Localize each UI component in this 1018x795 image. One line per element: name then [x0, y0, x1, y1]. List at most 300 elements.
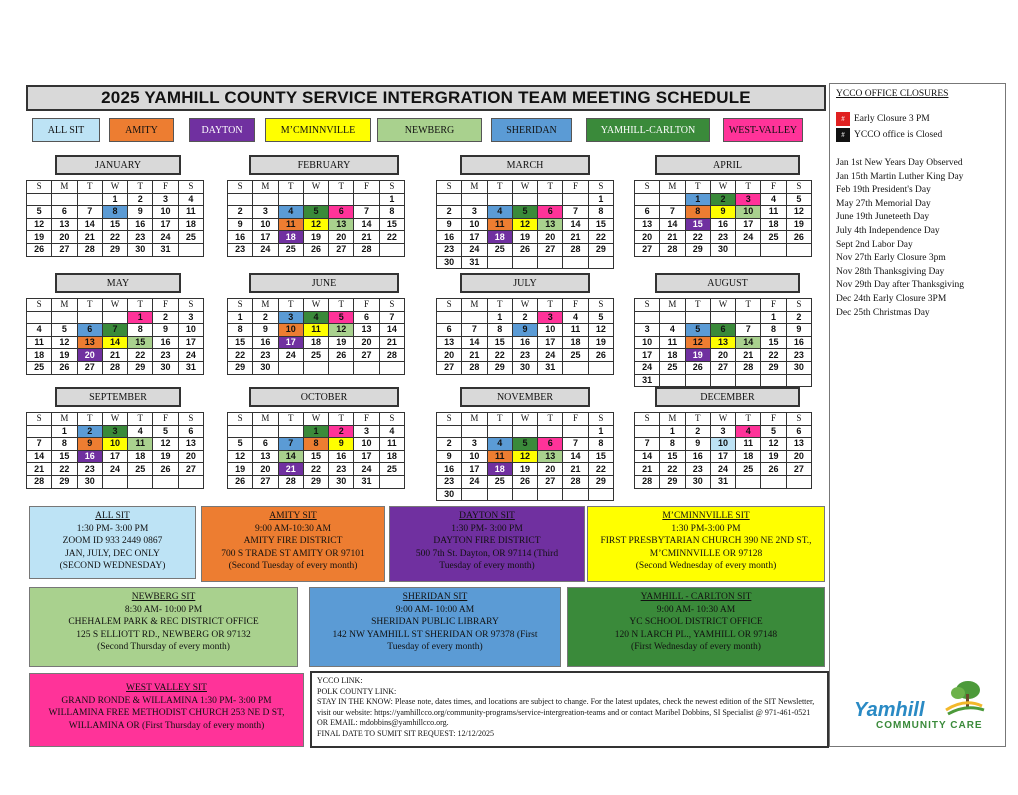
info-box-newberg: [29, 587, 298, 667]
month-name: FEBRUARY: [249, 155, 399, 175]
weekday-header: S: [27, 181, 52, 194]
closure-item: Dec 24th Early Closure 3PM: [836, 293, 947, 304]
day-cell: 9: [710, 206, 735, 219]
info-line: YC SCHOOL DISTRICT OFFICE: [629, 617, 763, 627]
day-cell: 10: [278, 324, 303, 337]
day-cell: 1: [102, 193, 127, 206]
black-swatch: #: [836, 128, 850, 142]
day-cell: 30: [786, 361, 811, 374]
day-cell: 15: [228, 336, 253, 349]
day-cell: 3: [153, 193, 178, 206]
day-cell: 28: [278, 475, 303, 488]
day-cell: 29: [303, 475, 328, 488]
day-cell: 14: [278, 450, 303, 463]
closures-panel: [829, 83, 1006, 747]
day-cell: 20: [635, 231, 660, 244]
day-cell: 9: [228, 218, 253, 231]
day-cell: 1: [128, 311, 153, 324]
day-cell: [563, 256, 588, 269]
info-line: 1:30 PM- 3:00 PM: [451, 523, 523, 534]
info-line: (Second Wednesday of every month): [635, 561, 777, 571]
weekday-header: T: [736, 181, 761, 194]
day-cell: 20: [354, 336, 379, 349]
day-cell: 20: [538, 231, 563, 244]
day-cell: 4: [303, 311, 328, 324]
day-cell: 22: [228, 349, 253, 362]
day-cell: 18: [379, 450, 404, 463]
info-heading: WEST VALLEY SIT: [126, 683, 207, 693]
info-box-mcminnville: [587, 506, 825, 582]
day-cell: 11: [278, 218, 303, 231]
legend-chip-amity: AMITY: [109, 118, 174, 142]
day-cell: 23: [512, 349, 537, 362]
day-cell: 25: [660, 361, 685, 374]
info-line: (Second Thursday of every month): [97, 642, 230, 652]
day-cell: [329, 361, 354, 374]
day-cell: 6: [329, 206, 354, 219]
month-march: [436, 155, 614, 270]
day-cell: 13: [710, 336, 735, 349]
info-box-amity: [201, 506, 385, 582]
info-line: (Second Tuesday of every month): [228, 561, 358, 571]
month-august: [634, 273, 812, 388]
day-cell: 12: [761, 438, 786, 451]
notice-box: [310, 671, 829, 748]
day-cell: [379, 361, 404, 374]
day-cell: 12: [329, 324, 354, 337]
day-cell: [27, 193, 52, 206]
logo-text: Yamhill: [854, 699, 925, 721]
weekday-header: M: [660, 413, 685, 426]
day-cell: 8: [228, 324, 253, 337]
day-cell: [660, 193, 685, 206]
info-line: (First Wednesday of every month): [631, 642, 761, 652]
day-cell: 6: [538, 438, 563, 451]
day-cell: 4: [27, 324, 52, 337]
day-cell: 18: [487, 463, 512, 476]
weekday-header: W: [710, 181, 735, 194]
closure-item: Jan 1st New Years Day Observed: [836, 158, 963, 168]
day-cell: 5: [588, 311, 613, 324]
day-cell: 19: [512, 231, 537, 244]
month-table: [227, 180, 405, 257]
day-cell: 7: [635, 438, 660, 451]
day-cell: 21: [462, 349, 487, 362]
day-cell: 7: [27, 438, 52, 451]
day-cell: [563, 193, 588, 206]
day-cell: 7: [354, 206, 379, 219]
day-cell: 27: [329, 243, 354, 256]
day-cell: 22: [303, 463, 328, 476]
day-cell: 28: [660, 243, 685, 256]
day-cell: 20: [786, 450, 811, 463]
month-table: [227, 412, 405, 489]
day-cell: 23: [228, 243, 253, 256]
day-cell: 28: [27, 475, 52, 488]
weekday-header: T: [685, 413, 710, 426]
info-heading: DAYTON SIT: [459, 511, 515, 521]
day-cell: 24: [538, 349, 563, 362]
weekday-header: S: [635, 413, 660, 426]
day-cell: 10: [462, 450, 487, 463]
info-heading: NEWBERG SIT: [131, 592, 196, 602]
day-cell: [786, 475, 811, 488]
day-cell: 12: [228, 450, 253, 463]
closure-item: May 27th Memorial Day: [836, 198, 931, 209]
day-cell: [588, 488, 613, 501]
day-cell: 30: [253, 361, 278, 374]
weekday-header: F: [354, 413, 379, 426]
day-cell: 6: [710, 324, 735, 337]
day-cell: [228, 425, 253, 438]
day-cell: 1: [52, 425, 77, 438]
day-cell: 30: [128, 243, 153, 256]
weekday-header: M: [462, 413, 487, 426]
day-cell: 7: [278, 438, 303, 451]
day-cell: [660, 374, 685, 387]
day-cell: [27, 425, 52, 438]
day-cell: 3: [710, 425, 735, 438]
day-cell: 10: [153, 206, 178, 219]
info-line: 125 S ELLIOTT RD., NEWBERG OR 97132: [76, 629, 251, 640]
day-cell: [736, 243, 761, 256]
day-cell: [736, 475, 761, 488]
day-cell: 14: [27, 450, 52, 463]
day-cell: 19: [588, 336, 613, 349]
info-line: 120 N LARCH PL., YAMHILL OR 97148: [614, 629, 778, 640]
day-cell: 14: [563, 218, 588, 231]
month-name: OCTOBER: [249, 387, 399, 407]
weekday-header: S: [228, 181, 253, 194]
day-cell: 29: [685, 243, 710, 256]
day-cell: 16: [329, 450, 354, 463]
day-cell: 15: [685, 218, 710, 231]
info-line: DAYTON FIRE DISTRICT: [433, 536, 541, 546]
day-cell: 11: [487, 450, 512, 463]
day-cell: 15: [379, 218, 404, 231]
day-cell: 5: [228, 438, 253, 451]
day-cell: 1: [228, 311, 253, 324]
month-table: [26, 180, 204, 257]
day-cell: 4: [278, 206, 303, 219]
day-cell: 26: [588, 349, 613, 362]
day-cell: [379, 243, 404, 256]
day-cell: 20: [52, 231, 77, 244]
info-line: 700 S TRADE ST AMITY OR 97101: [221, 548, 365, 559]
weekday-header: T: [538, 299, 563, 312]
day-cell: 6: [437, 324, 462, 337]
day-cell: 3: [736, 193, 761, 206]
day-cell: 31: [462, 256, 487, 269]
day-cell: 14: [379, 324, 404, 337]
day-cell: 21: [354, 231, 379, 244]
day-cell: 8: [487, 324, 512, 337]
day-cell: [588, 256, 613, 269]
weekday-header: S: [635, 299, 660, 312]
closure-item: Feb 19th President's Day: [836, 185, 931, 196]
day-cell: 25: [128, 463, 153, 476]
day-cell: 7: [563, 206, 588, 219]
day-cell: 9: [253, 324, 278, 337]
day-cell: 16: [77, 450, 102, 463]
day-cell: [462, 311, 487, 324]
day-cell: [102, 311, 127, 324]
day-cell: [354, 193, 379, 206]
day-cell: 17: [635, 349, 660, 362]
day-cell: [635, 311, 660, 324]
day-cell: [77, 193, 102, 206]
day-cell: 10: [736, 206, 761, 219]
day-cell: [437, 425, 462, 438]
day-cell: 23: [437, 243, 462, 256]
info-line: 142 NW YAMHILL ST SHERIDAN OR 97378 (First: [332, 629, 538, 640]
month-name: AUGUST: [655, 273, 800, 293]
info-heading: SHERIDAN SIT: [402, 592, 468, 602]
day-cell: 8: [52, 438, 77, 451]
day-cell: 30: [685, 475, 710, 488]
day-cell: 2: [512, 311, 537, 324]
day-cell: 15: [52, 450, 77, 463]
day-cell: 29: [588, 243, 613, 256]
day-cell: [538, 256, 563, 269]
month-table: [436, 298, 614, 375]
weekday-header: T: [128, 299, 153, 312]
day-cell: 12: [52, 336, 77, 349]
info-line: Tuesday of every month): [439, 561, 535, 571]
day-cell: 9: [437, 450, 462, 463]
day-cell: [278, 425, 303, 438]
day-cell: 4: [660, 324, 685, 337]
day-cell: 6: [52, 206, 77, 219]
month-name: MARCH: [460, 155, 590, 175]
weekday-header: W: [512, 413, 537, 426]
closure-item: Jan 15th Martin Luther King Day: [836, 171, 964, 182]
day-cell: 25: [736, 463, 761, 476]
day-cell: 26: [153, 463, 178, 476]
day-cell: 29: [487, 361, 512, 374]
day-cell: [786, 243, 811, 256]
day-cell: 2: [77, 425, 102, 438]
day-cell: [512, 488, 537, 501]
month-october: [227, 387, 405, 502]
legend-chip-mcm: M’CMINNVILLE: [265, 118, 371, 142]
day-cell: 26: [228, 475, 253, 488]
day-cell: 14: [354, 218, 379, 231]
day-cell: 10: [710, 438, 735, 451]
weekday-header: T: [685, 299, 710, 312]
day-cell: 13: [538, 450, 563, 463]
weekday-header: S: [178, 299, 203, 312]
day-cell: 3: [462, 438, 487, 451]
day-cell: 15: [487, 336, 512, 349]
day-cell: 27: [538, 243, 563, 256]
day-cell: 18: [27, 349, 52, 362]
red-swatch: #: [836, 112, 850, 126]
day-cell: 6: [786, 425, 811, 438]
day-cell: 5: [303, 206, 328, 219]
day-cell: 9: [512, 324, 537, 337]
legend-chip-dayton: DAYTON: [189, 118, 255, 142]
weekday-header: F: [354, 299, 379, 312]
weekday-header: T: [685, 181, 710, 194]
info-line: WILLAMINA FREE METHODIST CHURCH 253 NE D ST,: [48, 708, 285, 718]
day-cell: [538, 425, 563, 438]
day-cell: 21: [563, 463, 588, 476]
weekday-header: T: [538, 181, 563, 194]
weekday-header: M: [462, 181, 487, 194]
day-cell: 24: [178, 349, 203, 362]
weekday-header: S: [588, 413, 613, 426]
month-april: [634, 155, 812, 270]
closure-item: June 19th Juneteeth Day: [836, 212, 930, 223]
day-cell: 10: [178, 324, 203, 337]
key-early-closure: [836, 111, 999, 127]
month-table: [634, 298, 812, 387]
day-cell: 10: [253, 218, 278, 231]
weekday-header: W: [303, 299, 328, 312]
day-cell: 25: [487, 243, 512, 256]
weekday-header: T: [736, 299, 761, 312]
day-cell: 6: [354, 311, 379, 324]
day-cell: 23: [710, 231, 735, 244]
day-cell: 22: [685, 231, 710, 244]
day-cell: 16: [786, 336, 811, 349]
day-cell: 7: [102, 324, 127, 337]
weekday-header: T: [329, 181, 354, 194]
day-cell: [253, 425, 278, 438]
day-cell: 8: [660, 438, 685, 451]
day-cell: 5: [52, 324, 77, 337]
day-cell: 11: [563, 324, 588, 337]
weekday-header: T: [278, 299, 303, 312]
day-cell: 9: [128, 206, 153, 219]
day-cell: 9: [77, 438, 102, 451]
day-cell: 27: [253, 475, 278, 488]
month-name: MAY: [55, 273, 181, 293]
day-cell: 24: [736, 231, 761, 244]
day-cell: 25: [278, 243, 303, 256]
weekday-header: F: [761, 181, 786, 194]
day-cell: 16: [253, 336, 278, 349]
day-cell: 5: [512, 206, 537, 219]
day-cell: 16: [128, 218, 153, 231]
weekday-header: F: [153, 299, 178, 312]
weekday-header: S: [228, 299, 253, 312]
day-cell: 14: [462, 336, 487, 349]
day-cell: 17: [253, 231, 278, 244]
day-cell: 19: [512, 463, 537, 476]
day-cell: 17: [736, 218, 761, 231]
day-cell: 20: [178, 450, 203, 463]
day-cell: 22: [487, 349, 512, 362]
day-cell: [253, 193, 278, 206]
day-cell: 13: [329, 218, 354, 231]
day-cell: [178, 243, 203, 256]
month-table: [436, 180, 614, 269]
closure-item: Nov 28th Thanksgiving Day: [836, 266, 945, 277]
day-cell: 15: [128, 336, 153, 349]
day-cell: 1: [379, 193, 404, 206]
day-cell: 24: [635, 361, 660, 374]
day-cell: [487, 193, 512, 206]
day-cell: 17: [354, 450, 379, 463]
day-cell: [710, 374, 735, 387]
day-cell: 28: [379, 349, 404, 362]
weekday-header: T: [128, 181, 153, 194]
day-cell: 1: [685, 193, 710, 206]
day-cell: 30: [153, 361, 178, 374]
day-cell: 28: [354, 243, 379, 256]
day-cell: 17: [462, 463, 487, 476]
day-cell: 23: [77, 463, 102, 476]
day-cell: 11: [660, 336, 685, 349]
day-cell: [354, 361, 379, 374]
weekday-header: F: [563, 299, 588, 312]
day-cell: 6: [538, 206, 563, 219]
closure-list: [836, 157, 999, 320]
day-cell: 12: [153, 438, 178, 451]
day-cell: 26: [786, 231, 811, 244]
day-cell: 4: [178, 193, 203, 206]
day-cell: 8: [588, 438, 613, 451]
day-cell: [563, 488, 588, 501]
day-cell: 10: [462, 218, 487, 231]
info-box-sheridan: [309, 587, 561, 667]
day-cell: 29: [761, 361, 786, 374]
day-cell: 31: [538, 361, 563, 374]
day-cell: 20: [329, 231, 354, 244]
day-cell: [102, 475, 127, 488]
day-cell: 2: [437, 206, 462, 219]
day-cell: 17: [153, 218, 178, 231]
weekday-header: F: [761, 299, 786, 312]
info-heading: YAMHILL - CARLTON SIT: [640, 592, 752, 602]
day-cell: 6: [635, 206, 660, 219]
weekday-header: W: [710, 413, 735, 426]
info-box-dayton: [389, 506, 585, 582]
polk-link-label: POLK COUNTY LINK:: [317, 686, 397, 696]
day-cell: [27, 311, 52, 324]
weekday-header: M: [462, 299, 487, 312]
month-name: NOVEMBER: [460, 387, 590, 407]
day-cell: 28: [77, 243, 102, 256]
month-name: JULY: [460, 273, 590, 293]
day-cell: 4: [128, 425, 153, 438]
day-cell: 12: [588, 324, 613, 337]
day-cell: 7: [563, 438, 588, 451]
key-label: Early Closure 3 PM: [854, 114, 930, 124]
weekday-header: T: [487, 299, 512, 312]
closure-item: July 4th Independence Day: [836, 225, 940, 236]
day-cell: [128, 475, 153, 488]
month-may: [26, 273, 204, 388]
closure-item: Nov 27th Early Closure 3pm: [836, 253, 946, 264]
day-cell: 29: [102, 243, 127, 256]
day-cell: [487, 425, 512, 438]
day-cell: [52, 311, 77, 324]
day-cell: 11: [128, 438, 153, 451]
day-cell: 21: [736, 349, 761, 362]
day-cell: 25: [178, 231, 203, 244]
day-cell: 18: [487, 231, 512, 244]
day-cell: 5: [685, 324, 710, 337]
day-cell: 8: [379, 206, 404, 219]
day-cell: 30: [437, 488, 462, 501]
month-name: APRIL: [655, 155, 800, 175]
weekday-header: S: [588, 181, 613, 194]
info-heading: M’CMINNVILLE SIT: [662, 511, 750, 521]
month-september: [26, 387, 204, 502]
